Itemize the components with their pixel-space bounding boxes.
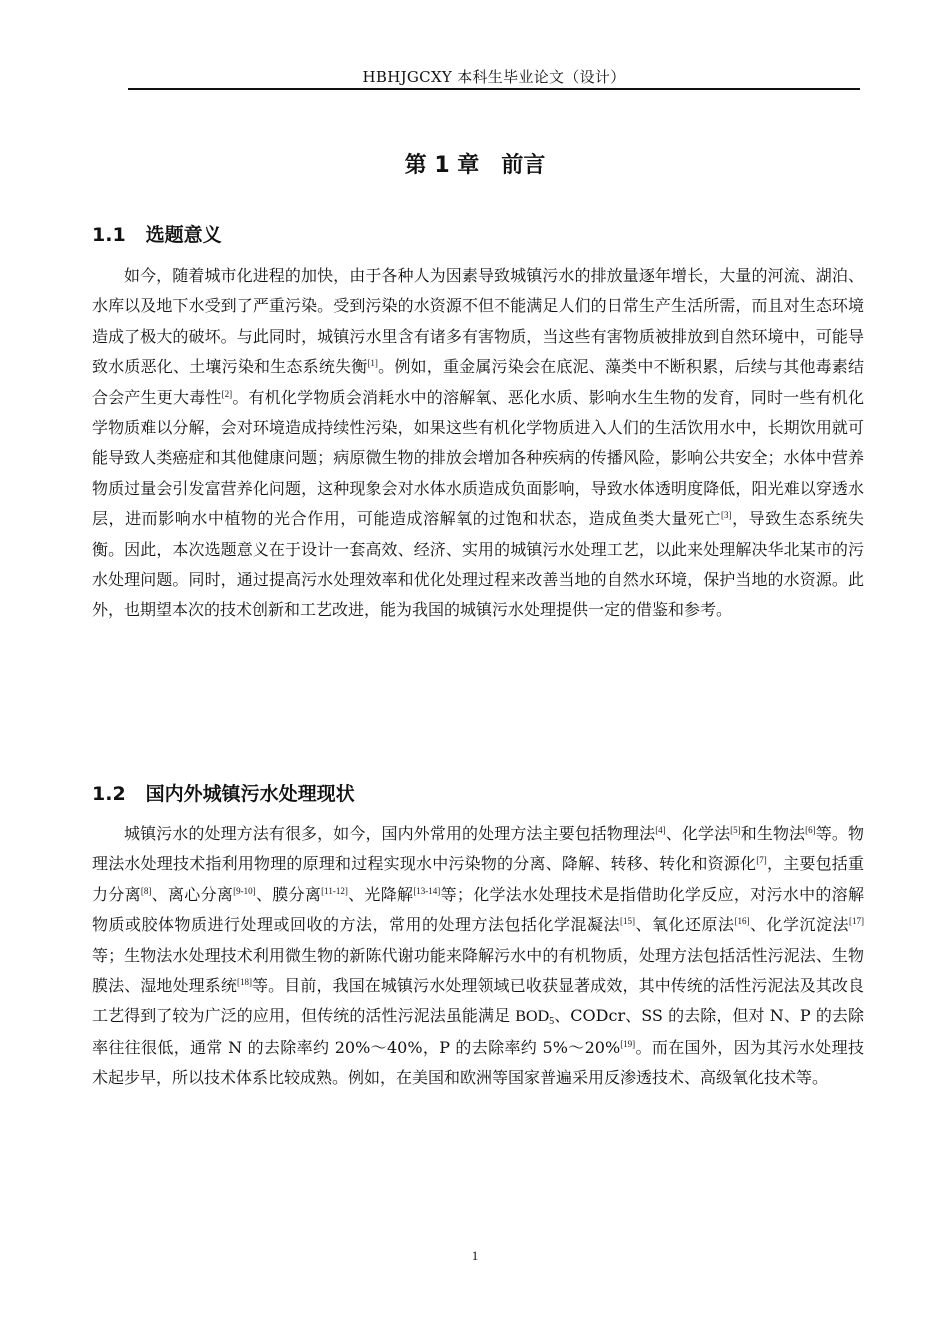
citation: [3] bbox=[721, 510, 732, 521]
citation: [4] bbox=[655, 825, 666, 835]
paragraph-section-2: 城镇污水的处理方法有很多，如今，国内外常用的处理方法主要包括物理法[4]、化学法[5]和生物法[6]等。物理法水处理技术指利用物理的原理和过程实现水中污染物的分离、降解、转移、转化和资源化[7]，主要包括重力分离[8]、离心分离[9-10]、膜分离[11-12]、光降解[13-14]等；化学法水处理技术是指借助化学反应，对污水中的溶解物质或胶体物质进行处理或回收的方法，常用的处理方法包括化学混凝法[15]、氧化还原法[16]、化学沉淀法[17]等；生物法水处理技术利用微生物的新陈代谢功能来降解污水中的有机物质，处理方法包括活性污泥法、生物膜法、湿地处理系统[18]等。目前，我国在城镇污水处理领域已收获显著成效，其中传统的活性污泥法及其改良工艺得到了较为广泛的应用，但传统的活性污泥法虽能满足 $BOD_5$、CODcr、SS 的去除，但对 N、P 的去除率往往很低，通常 N 的去除率约 20%～40%，P 的去除率约 5%～20%[19]。而在国外，因为其污水处理技术起步早，所以技术体系比较成熟。例如，在美国和欧洲等国家普遍采用反渗透技术、高级氧化技术等。 bbox=[92, 824, 864, 1088]
citation: [2] bbox=[221, 388, 233, 399]
header-divider bbox=[128, 88, 860, 90]
citation: [11-12] bbox=[321, 885, 348, 896]
section-title: 国内外城镇污水处理现状 bbox=[145, 783, 355, 805]
citation: [19] bbox=[620, 1038, 636, 1049]
section-heading-1 bbox=[92, 220, 222, 247]
section-heading-2 bbox=[92, 779, 355, 806]
page-number: 1 bbox=[471, 1248, 479, 1263]
citation: [9-10] bbox=[233, 885, 256, 896]
citation: [6] bbox=[805, 825, 816, 835]
paragraph-section-1: 如今，随着城市化进程的加快，由于各种人为因素导致城镇污水的排放量逐年增长，大量的河流、湖泊、水库以及地下水受到了严重污染。受到污染的水资源不但不能满足人们的日常生产生活所需，而且对生态环境造成了极大的破坏。与此同时，城镇污水里含有诸多有害物质，当这些有害物质被排放到自然环境中，可能导致水质恶化、土壤污染和生态系统失衡[1]。例如，重金属污染会在底泥、藻类中不断积累，后续与其他毒素结合会产生更大毒性[2]。有机化学物质会消耗水中的溶解氧、恶化水质、影响水生生物的发育，同时一些有机化学物质难以分解，会对环境造成持续性污染，如果这些有机化学物质进入人们的生活饮用水中，长期饮用就可能导致人类癌症和其他健康问题；病原微生物的排放会增加各种疾病的传播风险，影响公共安全；水体中营养物质过量会引发富营养化问题，这种现象会对水体水质造成负面影响，导致水体透明度降低，阳光难以穿透水层，进而影响水中植物的光合作用，可能造成溶解氧的过饱和状态，造成鱼类大量死亡[3]，导致生态系统失衡。因此，本次选题意义在于设计一套高效、经济、实用的城镇污水处理工艺，以此来处理解决华北某市的污水处理问题。同时，通过提高污水处理效率和优化处理过程来改善当地的自然水环境，保护当地的水资源。此外，也期望本次的技术创新和工艺改进，能为我国的城镇污水处理提供一定的借鉴和参考。 bbox=[92, 266, 864, 620]
section-number: 1.2 bbox=[92, 783, 126, 805]
chapter-title bbox=[0, 148, 950, 179]
citation: [17] bbox=[848, 916, 864, 927]
citation: [8] bbox=[140, 885, 152, 896]
page-header: HBHJGCXY 本科生毕业论文（设计） bbox=[362, 68, 626, 86]
section-number: 1.1 bbox=[92, 224, 126, 246]
citation: [15] bbox=[619, 916, 635, 927]
citation: [18] bbox=[236, 977, 252, 988]
citation: [5] bbox=[730, 825, 741, 835]
chapter-number: 第 1 章 bbox=[404, 153, 480, 178]
citation: [1] bbox=[367, 358, 378, 369]
bod-term: BOD bbox=[515, 1008, 550, 1026]
subscript: 5 bbox=[549, 1016, 555, 1028]
citation: [13-14] bbox=[413, 885, 441, 896]
citation: [16] bbox=[734, 916, 750, 927]
chapter-name: 前言 bbox=[501, 153, 546, 178]
citation: [7] bbox=[756, 855, 767, 866]
section-title: 选题意义 bbox=[145, 224, 222, 246]
